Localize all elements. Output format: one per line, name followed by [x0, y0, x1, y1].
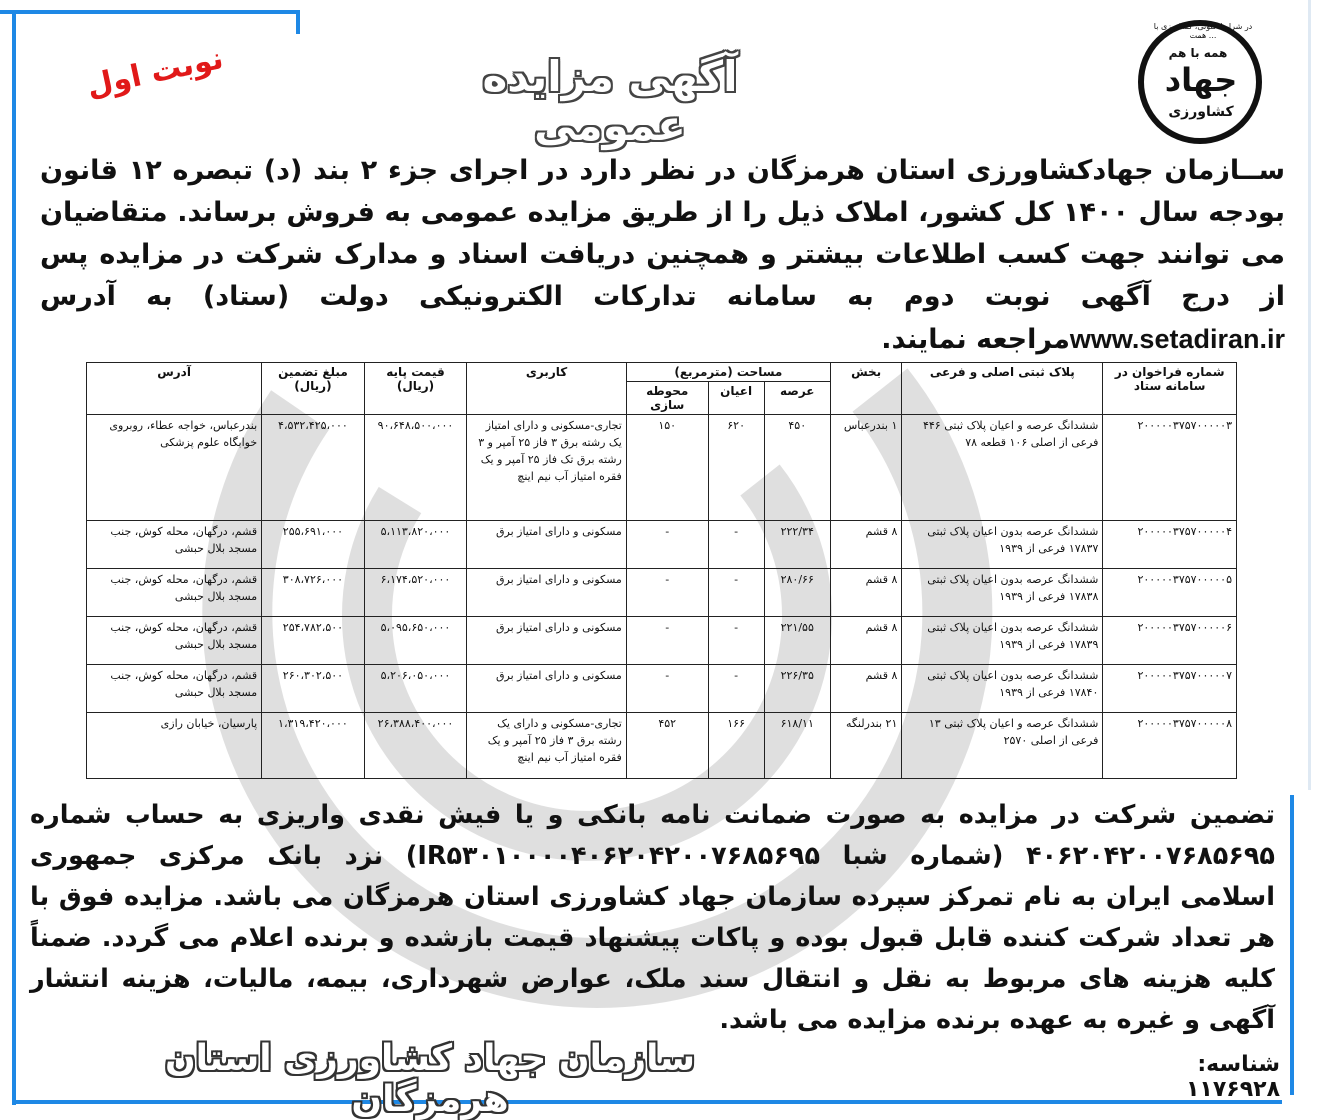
cell-plaque: ششدانگ عرصه بدون اعیان پلاک ثبتی ۱۷۸۳۹ فرعی از ۱۹۳۹: [902, 617, 1103, 665]
cell-section: ۲۱ بندرلنگه: [830, 713, 901, 779]
cell-guarantee: ۲۵۵،۶۹۱،۰۰۰: [262, 521, 365, 569]
cell-area-building: -: [708, 617, 764, 665]
cell-area-land: ۲۲۲/۳۴: [764, 521, 830, 569]
cell-area-yard: -: [626, 617, 708, 665]
cell-address: قشم، درگهان، محله کوش، جنب مسجد بلال حبشی: [87, 617, 262, 665]
th-area-group: مساحت (مترمربع): [626, 363, 830, 382]
table-row: [87, 713, 1237, 779]
cell-area-building: -: [708, 569, 764, 617]
intro-text: ســازمان جهادکشاورزی استان هرمزگان در نظر دارد در اجرای جزء ۲ بند (د) تبصره ۱۲ قانون بودجه سال ۱۴۰۰ کل کشور، املاک ذیل را از طریق مزایده عمومی به فروش برساند. متقاضیان می توانند جهت کسب اطلاعات بیشتر و همچنین دریافت اسناد و مدارک شرکت در مزایده پس از درج آگهی نوبت دوم به سامانه تدارکات الکترونیکی دولت (ستاد) به آدرس: [40, 155, 1286, 312]
th-usage: کاربری: [467, 363, 627, 415]
cell-plaque: ششدانگ عرصه بدون اعیان پلاک ثبتی ۱۷۸۴۰ فرعی از ۱۹۳۹: [902, 665, 1103, 713]
cell-call-no: ۲۰۰۰۰۰۳۷۵۷۰۰۰۰۰۶: [1103, 617, 1237, 665]
cell-plaque: ششدانگ عرصه بدون اعیان پلاک ثبتی ۱۷۸۳۸ فرعی از ۱۹۳۹: [902, 569, 1103, 617]
cell-area-building: ۱۶۶: [708, 713, 764, 779]
th-guarantee: مبلغ تضمین (ریال): [262, 363, 365, 415]
th-section: بخش: [830, 363, 901, 415]
logo-hamrah-text: همه با هم: [1168, 46, 1228, 60]
guarantee-paragraph: تضمین شرکت در مزایده به صورت ضمانت نامه بانکی و یا فیش نقدی واریزی به حساب شماره ۴۰۶۲۰۴۲۰۰۷۶۸۵۶۹۵ (شماره شبا IR۵۳۰۱۰۰۰۰۴۰۶۲۰۴۲۰۰۷۶۸۵۶۹۵) نزد بانک مرکزی جمهوری اسلامی ایران به نام تمرکز سپرده سازمان جهاد کشاورزی استان هرمزگان می باشد. مزایده فوق با هر تعداد شرکت کننده قابل قبول بوده و پاکات پیشنهاد قیمت بازشده و برنده اعلام می گردد. ضمناً کلیه هزینه های مربوط به نقل و انتقال سند ملک، عوارض شهرداری، بیمه، مالیات، هزینه انتشار آگهی و غیره به عهده برنده مزایده می باشد.: [30, 800, 1275, 1035]
cell-base-price: ۵،۱۱۳،۸۲۰،۰۰۰: [364, 521, 467, 569]
cell-area-land: ۶۱۸/۱۱: [764, 713, 830, 779]
cell-area-land: ۲۲۶/۳۵: [764, 665, 830, 713]
cell-usage: مسکونی و دارای امتیاز برق: [467, 665, 627, 713]
cell-usage: مسکونی و دارای امتیاز برق: [467, 569, 627, 617]
cell-area-yard: -: [626, 569, 708, 617]
cell-call-no: ۲۰۰۰۰۰۳۷۵۷۰۰۰۰۰۷: [1103, 665, 1237, 713]
cell-base-price: ۵،۰۹۵،۶۵۰،۰۰۰: [364, 617, 467, 665]
th-call-no: شماره فراخوان در سامانه ستاد: [1103, 363, 1237, 415]
ad-id-value: ۱۱۷۶۹۲۸: [1186, 1077, 1280, 1102]
cell-call-no: ۲۰۰۰۰۰۳۷۵۷۰۰۰۰۰۴: [1103, 521, 1237, 569]
intro-tail: مراجعه نمایند.: [881, 324, 1070, 355]
th-base-price: قیمت پایه (ریال): [364, 363, 467, 415]
cell-area-land: ۲۲۱/۵۵: [764, 617, 830, 665]
cell-area-building: -: [708, 665, 764, 713]
cell-area-yard: ۱۵۰: [626, 415, 708, 521]
cell-plaque: ششدانگ عرصه بدون اعیان پلاک ثبتی ۱۷۸۳۷ فرعی از ۱۹۳۹: [902, 521, 1103, 569]
cell-section: ۸ قشم: [830, 569, 901, 617]
cell-plaque: ششدانگ عرصه و اعیان پلاک ثبتی ۱۳ فرعی از اصلی ۲۵۷۰: [902, 713, 1103, 779]
cell-address: پارسیان، خیابان رازی: [87, 713, 262, 779]
cell-usage: تجاری-مسکونی و دارای یک رشته برق ۳ فاز ۲۵ آمپر و یک فقره امتیاز آب نیم اینچ: [467, 713, 627, 779]
cell-address: بندرعباس، خواجه عطاء، روبروی خوابگاه علوم پزشکی: [87, 415, 262, 521]
table-row: [87, 617, 1237, 665]
table-row: [87, 665, 1237, 713]
cell-guarantee: ۲۵۴،۷۸۲،۵۰۰: [262, 617, 365, 665]
cell-base-price: ۶،۱۷۴،۵۲۰،۰۰۰: [364, 569, 467, 617]
table-row: [87, 569, 1237, 617]
ad-id: [1100, 1052, 1280, 1102]
cell-address: قشم، درگهان، محله کوش، جنب مسجد بلال حبشی: [87, 569, 262, 617]
page-title: آگهی مزایده عمومی: [482, 52, 738, 150]
cell-section: ۸ قشم: [830, 665, 901, 713]
jahad-keshavarzi-logo: [1118, 20, 1286, 150]
th-area-building: اعیان: [708, 382, 764, 415]
th-plaque: پلاک ثبتی اصلی و فرعی: [902, 363, 1103, 415]
th-area-yard: محوطه سازی: [626, 382, 708, 415]
cell-base-price: ۵،۲۰۶،۰۵۰،۰۰۰: [364, 665, 467, 713]
frame-border-left: [12, 10, 16, 1105]
table-row: [87, 415, 1237, 521]
cell-area-land: ۴۵۰: [764, 415, 830, 521]
cell-base-price: ۲۶،۳۸۸،۴۰۰،۰۰۰: [364, 713, 467, 779]
cell-section: ۱ بندرعباس: [830, 415, 901, 521]
cell-area-land: ۲۸۰/۶۶: [764, 569, 830, 617]
intro-paragraph: [40, 150, 1285, 361]
ad-id-label: شناسه:: [1197, 1052, 1280, 1077]
cell-area-building: -: [708, 521, 764, 569]
auction-table: [86, 362, 1237, 779]
round-badge: نوبت اول: [83, 40, 227, 105]
cell-usage: تجاری-مسکونی و دارای امتیاز یک رشته برق ۳ فاز ۲۵ آمپر و ۳ رشته برق تک فاز ۲۵ آمپر و یک فقره امتیاز آب نیم اینچ: [467, 415, 627, 521]
cell-plaque: ششدانگ عرصه و اعیان پلاک ثبتی ۴۴۶ فرعی از اصلی ۱۰۶ قطعه ۷۸: [902, 415, 1103, 521]
frame-border-top: [0, 10, 300, 14]
cell-area-building: ۶۲۰: [708, 415, 764, 521]
cell-address: قشم، درگهان، محله کوش، جنب مسجد بلال حبشی: [87, 665, 262, 713]
cell-section: ۸ قشم: [830, 617, 901, 665]
cell-guarantee: ۴،۵۳۲،۴۲۵،۰۰۰: [262, 415, 365, 521]
cell-usage: مسکونی و دارای امتیاز برق: [467, 617, 627, 665]
cell-guarantee: ۲۶۰،۳۰۲،۵۰۰: [262, 665, 365, 713]
logo-keshavarzi-text: کشاورزی: [1168, 104, 1234, 120]
cell-call-no: ۲۰۰۰۰۰۳۷۵۷۰۰۰۰۰۳: [1103, 415, 1237, 521]
cell-usage: مسکونی و دارای امتیاز برق: [467, 521, 627, 569]
cell-call-no: ۲۰۰۰۰۰۳۷۵۷۰۰۰۰۰۸: [1103, 713, 1237, 779]
logo-top-text: در شرایط کنونی، کشاورزی با همت ...: [1153, 22, 1253, 40]
cell-area-yard: -: [626, 521, 708, 569]
cell-guarantee: ۱،۳۱۹،۴۲۰،۰۰۰: [262, 713, 365, 779]
frame-border-right: [1290, 795, 1294, 1095]
th-area-land: عرصه: [764, 382, 830, 415]
cell-call-no: ۲۰۰۰۰۰۳۷۵۷۰۰۰۰۰۵: [1103, 569, 1237, 617]
cell-base-price: ۹۰،۶۴۸،۵۰۰،۰۰۰: [364, 415, 467, 521]
logo-jahad-text: جهاد: [1164, 61, 1238, 99]
frame-border-right-faint: [1308, 0, 1311, 790]
setad-url-link[interactable]: www.setadiran.ir: [1069, 324, 1285, 354]
footer-org-name: سازمان جهاد کشاورزی استان هرمزگان: [164, 1038, 696, 1120]
table-row: [87, 521, 1237, 569]
th-address: آدرس: [87, 363, 262, 415]
cell-area-yard: ۴۵۲: [626, 713, 708, 779]
cell-section: ۸ قشم: [830, 521, 901, 569]
cell-guarantee: ۳۰۸،۷۲۶،۰۰۰: [262, 569, 365, 617]
cell-area-yard: -: [626, 665, 708, 713]
cell-address: قشم، درگهان، محله کوش، جنب مسجد بلال حبشی: [87, 521, 262, 569]
frame-border-top-tick: [296, 10, 300, 34]
